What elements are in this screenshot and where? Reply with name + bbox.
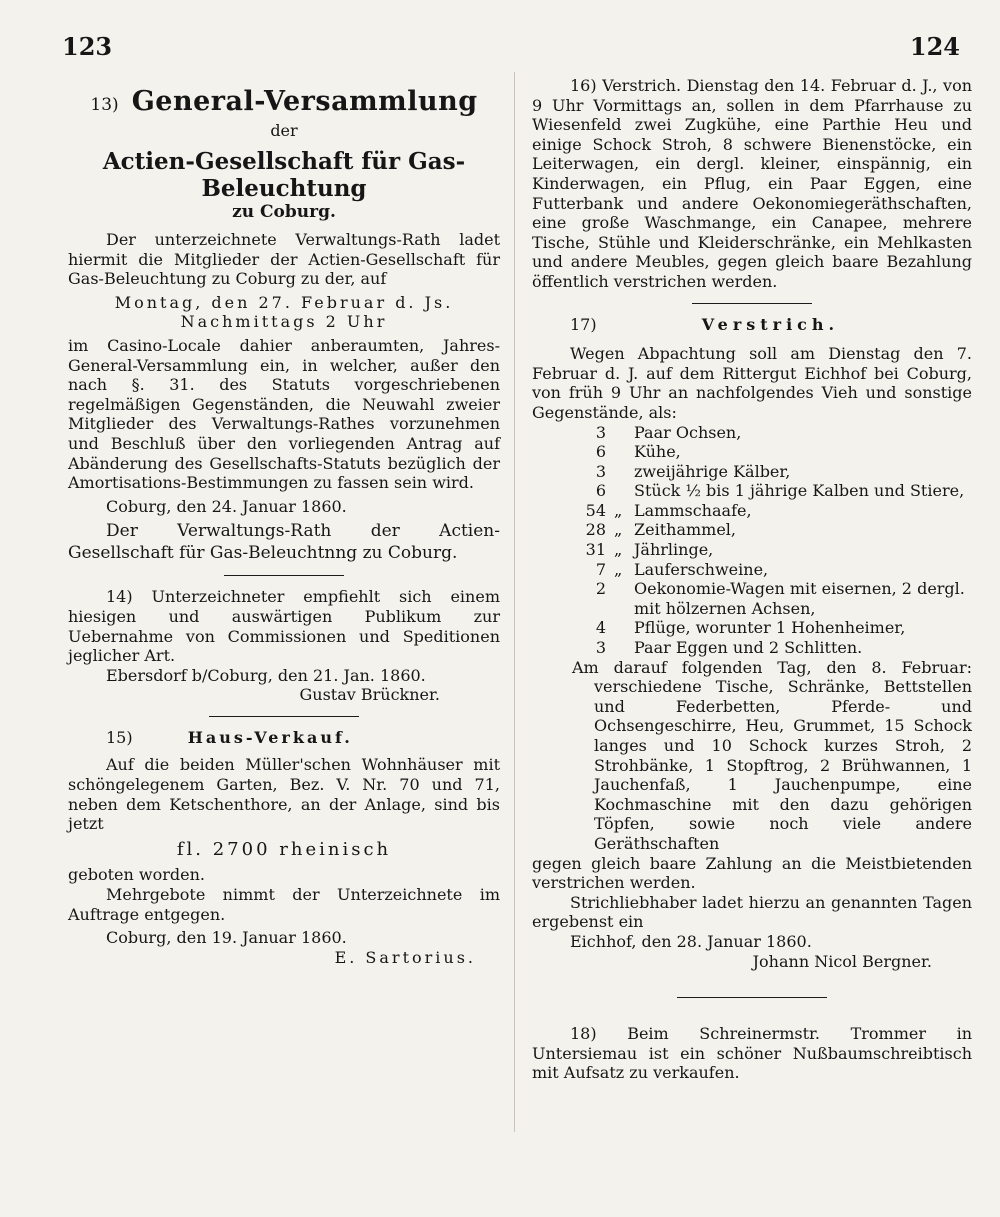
notice-body: Auf die beiden Müller'schen Wohnhäuser mit schöngelegenem Garten, Bez. V. Nr. 70 und 71, neben dem Ketschenthore, an der Anlage, sind bis jetzt bbox=[68, 755, 500, 834]
notice-intro: Wegen Abpachtung soll am Dienstag den 7. Februar d. J. auf dem Rittergut Eichhof bei Coburg, von früh 9 Uhr an nachfolgendes Vieh und sonstige Gegenstände, als: bbox=[532, 344, 972, 422]
list-item: 28 „ Zeithammel, bbox=[585, 520, 736, 540]
notice-15 bbox=[68, 728, 500, 968]
notice-body-continued: geboten worden. bbox=[68, 865, 205, 885]
right-column bbox=[532, 76, 972, 1091]
list-item: 31 „ Jährlinge, bbox=[585, 540, 714, 560]
separator-rule bbox=[224, 575, 344, 576]
notice-body-continued: im Casino-Locale dahier anberaumten, Jahres-General-Versammlung ein, in welcher, außer den nach §. 31. des Statuts vorgeschriebenen regelmäßigen Gegenständen, die Neuwahl zweier Mitglieder des Verwaltungs-Rathes vorzunehmen und Beschluß über den vorliegenden Antrag auf Abänderung des Gesellschafts-Statuts bezüglich der Amortisations-Bestimmungen zu fassen sein wird. bbox=[68, 335, 500, 493]
signature: Der Verwaltungs-Rath der Actien-Gesellschaft für Gas-Beleuchtnng zu Coburg. bbox=[68, 521, 500, 564]
notice-13 bbox=[68, 86, 500, 564]
list-item: 2 Oekonomie-Wagen mit eisernen, 2 dergl. mit hölzernen Achsen, bbox=[595, 579, 965, 618]
signature: E. Sartorius. bbox=[334, 947, 476, 967]
notice-18 bbox=[532, 1024, 972, 1083]
notice-17 bbox=[532, 315, 972, 972]
notice-title: Haus-Verkauf. bbox=[187, 727, 353, 747]
list-item: 3 Paar Ochsen, bbox=[595, 422, 742, 442]
notice-body: 16) Verstrich. Dienstag den 14. Februar d. J., von 9 Uhr Vormittags an, sollen in dem Pfarrhause zu Wiesenfeld zwei Zugkühe, eine Parthie Heu und einige Schock Stroh, 8 schwere Bienenstöcke, ein Leiterwagen, ein dergl. kleiner, einspännig, ein Kinderwagen, ein Pflug, ein Paar Eggen, eine Futterbank und andere Oekonomiegeräthschaften, eine große Waschmange, ein Canapee, mehrere Tische, Stühle und Kleiderschränke, ein Mehlkasten und andere Meubles, gegen gleich baare Bezahlung öffentlich verstrichen werden. bbox=[532, 76, 972, 291]
list-item: 6 Stück ½ bis 1 jährige Kalben und Stiere, bbox=[595, 481, 965, 501]
signature: Gustav Brückner. bbox=[299, 685, 440, 705]
place-date: Coburg, den 24. Januar 1860. bbox=[106, 496, 347, 516]
list-item: 7 „ Lauferschweine, bbox=[595, 559, 769, 579]
price: fl. 2700 rheinisch bbox=[176, 838, 392, 860]
list-item: 54 „ Lammschaafe, bbox=[585, 500, 752, 520]
left-column bbox=[68, 76, 500, 975]
notice-title: General-Versammlung bbox=[131, 86, 478, 117]
separator-rule bbox=[209, 716, 359, 717]
notice-title: Verstrich. bbox=[701, 314, 840, 334]
notice-number: 13) bbox=[90, 95, 119, 115]
place-date: Ebersdorf b/Coburg, den 21. Jan. 1860. bbox=[106, 665, 426, 685]
separator-rule bbox=[677, 997, 827, 998]
company-name-line3: zu Coburg. bbox=[232, 202, 336, 222]
notice-14 bbox=[68, 587, 500, 705]
notice-body-continued: gegen gleich baare Zahlung an die Meistbietenden verstrichen werden. bbox=[532, 853, 972, 893]
notice-number: 15) bbox=[106, 727, 133, 747]
page-number-right: 124 bbox=[909, 32, 960, 61]
list-item: 3 Paar Eggen und 2 Schlitten. bbox=[595, 638, 863, 658]
place-date: Coburg, den 19. Januar 1860. bbox=[106, 928, 347, 948]
meeting-date: Montag, den 27. Februar d. Js. bbox=[114, 292, 454, 312]
company-name-line2: Beleuchtung bbox=[201, 175, 367, 202]
list-item: 6 Kühe, bbox=[595, 442, 681, 462]
item-list bbox=[532, 423, 972, 658]
list-item: 3 zweijährige Kälber, bbox=[595, 461, 791, 481]
separator-rule bbox=[692, 303, 812, 304]
company-name-line1: Actien-Gesellschaft für Gas- bbox=[102, 148, 466, 175]
notice-number: 17) bbox=[570, 314, 597, 334]
list-item: 4 Pflüge, worunter 1 Hohenheimer, bbox=[595, 618, 906, 638]
notice-body: 14) Unterzeichneter empfiehlt sich einem hiesigen und auswärtigen Publikum zur Uebernahme von Commissionen und Speditionen jeglicher Art. bbox=[68, 587, 500, 666]
notice-der: der bbox=[270, 121, 298, 140]
notice-body-continued: Am darauf folgenden Tag, den 8. Februar: verschiedene Tische, Schränke, Bettstellen und Federbetten, Pferde- und Ochsengeschirre, Heu, Grummet, 15 Schock langes und 10 Schock kurzes Stroh, 2 Strohbänke, 1 Stopftrog, 2 Brühwannen, 1 Jauchenfaß, 1 Jauchenpumpe, eine Kochmaschine mit den dazu gehörigen Töpfen, sowie noch viele andere Geräthschaften bbox=[572, 657, 972, 853]
notice-body: 18) Beim Schreinermstr. Trommer in Untersiemau ist ein schöner Nußbaumschreibtisch mit Aufsatz zu verkaufen. bbox=[532, 1024, 972, 1083]
notice-body: Der unterzeichnete Verwaltungs-Rath ladet hiermit die Mitglieder der Actien-Gesellschaft für Gas-Beleuchtung zu Coburg zu der, auf bbox=[68, 230, 500, 289]
place-date: Eichhof, den 28. Januar 1860. bbox=[570, 931, 812, 951]
page-number-left: 123 bbox=[62, 32, 113, 61]
column-divider bbox=[514, 72, 515, 1132]
meeting-time: Nachmittags 2 Uhr bbox=[180, 312, 388, 332]
notice-body-continued: Strichliebhaber ladet hierzu an genannten Tagen ergebenst ein bbox=[532, 892, 972, 932]
notice-16 bbox=[532, 76, 972, 292]
signature: Johann Nicol Bergner. bbox=[752, 951, 932, 971]
notice-body-continued: Mehrgebote nimmt der Unterzeichnete im Auftrage entgegen. bbox=[68, 885, 500, 924]
